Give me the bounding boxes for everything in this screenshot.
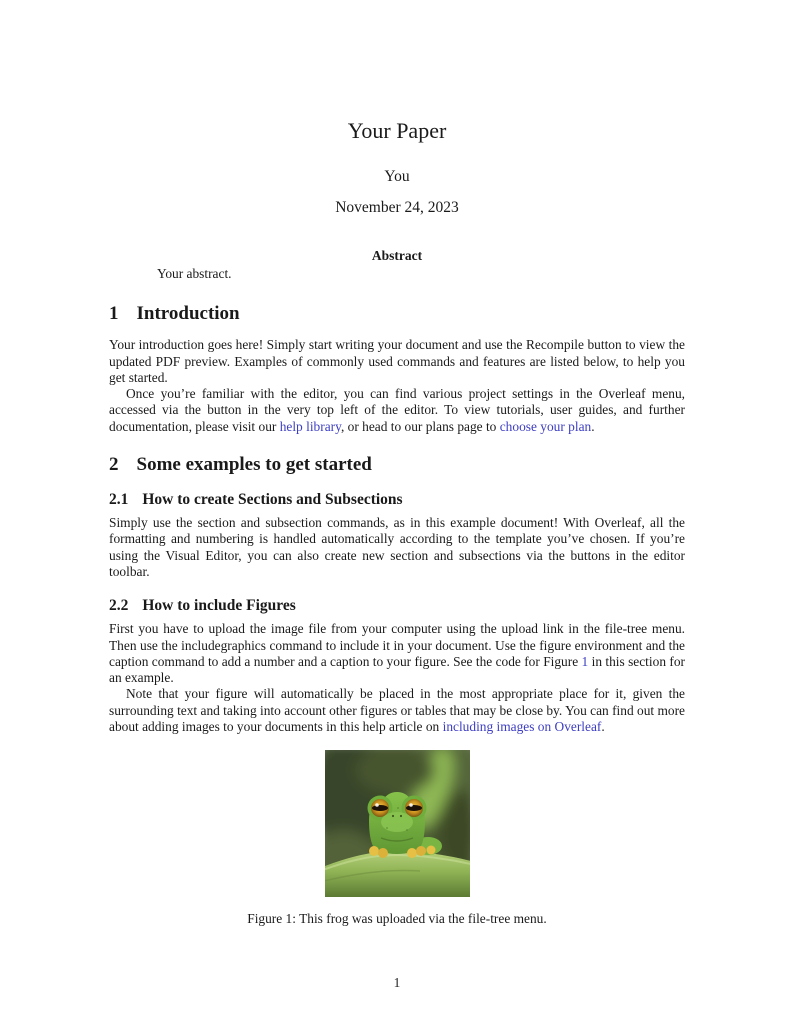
subsection-2-2-title: How to include Figures <box>142 597 296 615</box>
abstract-text: Your abstract. <box>157 266 232 281</box>
intro-paragraph-2 <box>109 386 685 435</box>
section-1-number: 1 <box>109 303 119 325</box>
text-run: , or head to our plans page to <box>340 418 500 434</box>
subsection-2-1-title: How to create Sections and Subsections <box>142 491 403 509</box>
document-page <box>109 0 685 927</box>
paper-author: You <box>384 168 410 185</box>
text-run: . <box>601 719 605 735</box>
abstract-heading: Abstract <box>371 248 423 263</box>
section-1-heading <box>109 302 685 326</box>
figures-paragraph-1 <box>109 621 685 686</box>
text-run: Note that your figure will automatically be placed in the most appropriate place for it, given the surrounding text and taking into account other figures or tables that may be close by. You can find out more about adding images to your documents in this help article on <box>109 686 685 735</box>
frog-photo <box>325 750 470 897</box>
subsection-2-1-number: 2.1 <box>109 491 129 509</box>
text-run: in this section for an example. <box>109 653 685 686</box>
page-number: 1 <box>393 975 401 990</box>
text-run: First you have to upload the image file from your computer using the upload link in the file-tree menu. Then use the includegraphics command to include it in your document. Use the figure environment and the caption command to add a number and a caption to your figure. See the code for Figure <box>109 621 685 669</box>
intro-paragraph-1: Your introduction goes here! Simply start writing your document and use the Recompile button to view the updated PDF preview. Examples of commonly used commands and features are listed below, to help you get started. <box>109 337 685 385</box>
help-library-link[interactable]: help library <box>279 418 341 434</box>
section-1-title: Introduction <box>136 303 240 325</box>
subsection-2-1-heading <box>109 490 685 509</box>
text-run: Once you’re familiar with the editor, you can find various project settings in the Overleaf menu, accessed via the button in the very top left of the editor. To view tutorials, user guides, and further documentation, please visit our <box>109 386 685 434</box>
paper-title: Your Paper <box>347 118 447 143</box>
figure-caption: Figure 1: This frog was uploaded via the file-tree menu. <box>247 911 547 927</box>
figures-paragraph-2 <box>109 686 685 735</box>
subsection-2-2-number: 2.2 <box>109 597 129 615</box>
choose-your-plan-link[interactable]: choose your plan <box>499 418 592 434</box>
subsection-2-1-paragraph: Simply use the section and subsection commands, as in this example document! With Overleaf, all the formatting and numbering is handled automatically according to the template you’ve chosen. If you’re using the Visual Editor, you can also create new section and subsections via the buttons in the editor toolbar. <box>109 515 685 579</box>
figure-1-ref-link[interactable]: 1 <box>581 653 589 669</box>
subsection-2-2-heading <box>109 596 685 615</box>
section-2-title: Some examples to get started <box>136 454 372 476</box>
section-2-heading <box>109 453 685 477</box>
including-images-on-overleaf-link[interactable]: including images on Overleaf <box>442 719 602 735</box>
section-2-number: 2 <box>109 454 119 476</box>
paper-date: November 24, 2023 <box>335 199 459 216</box>
text-run: . <box>591 418 595 434</box>
figure-1 <box>109 750 685 927</box>
